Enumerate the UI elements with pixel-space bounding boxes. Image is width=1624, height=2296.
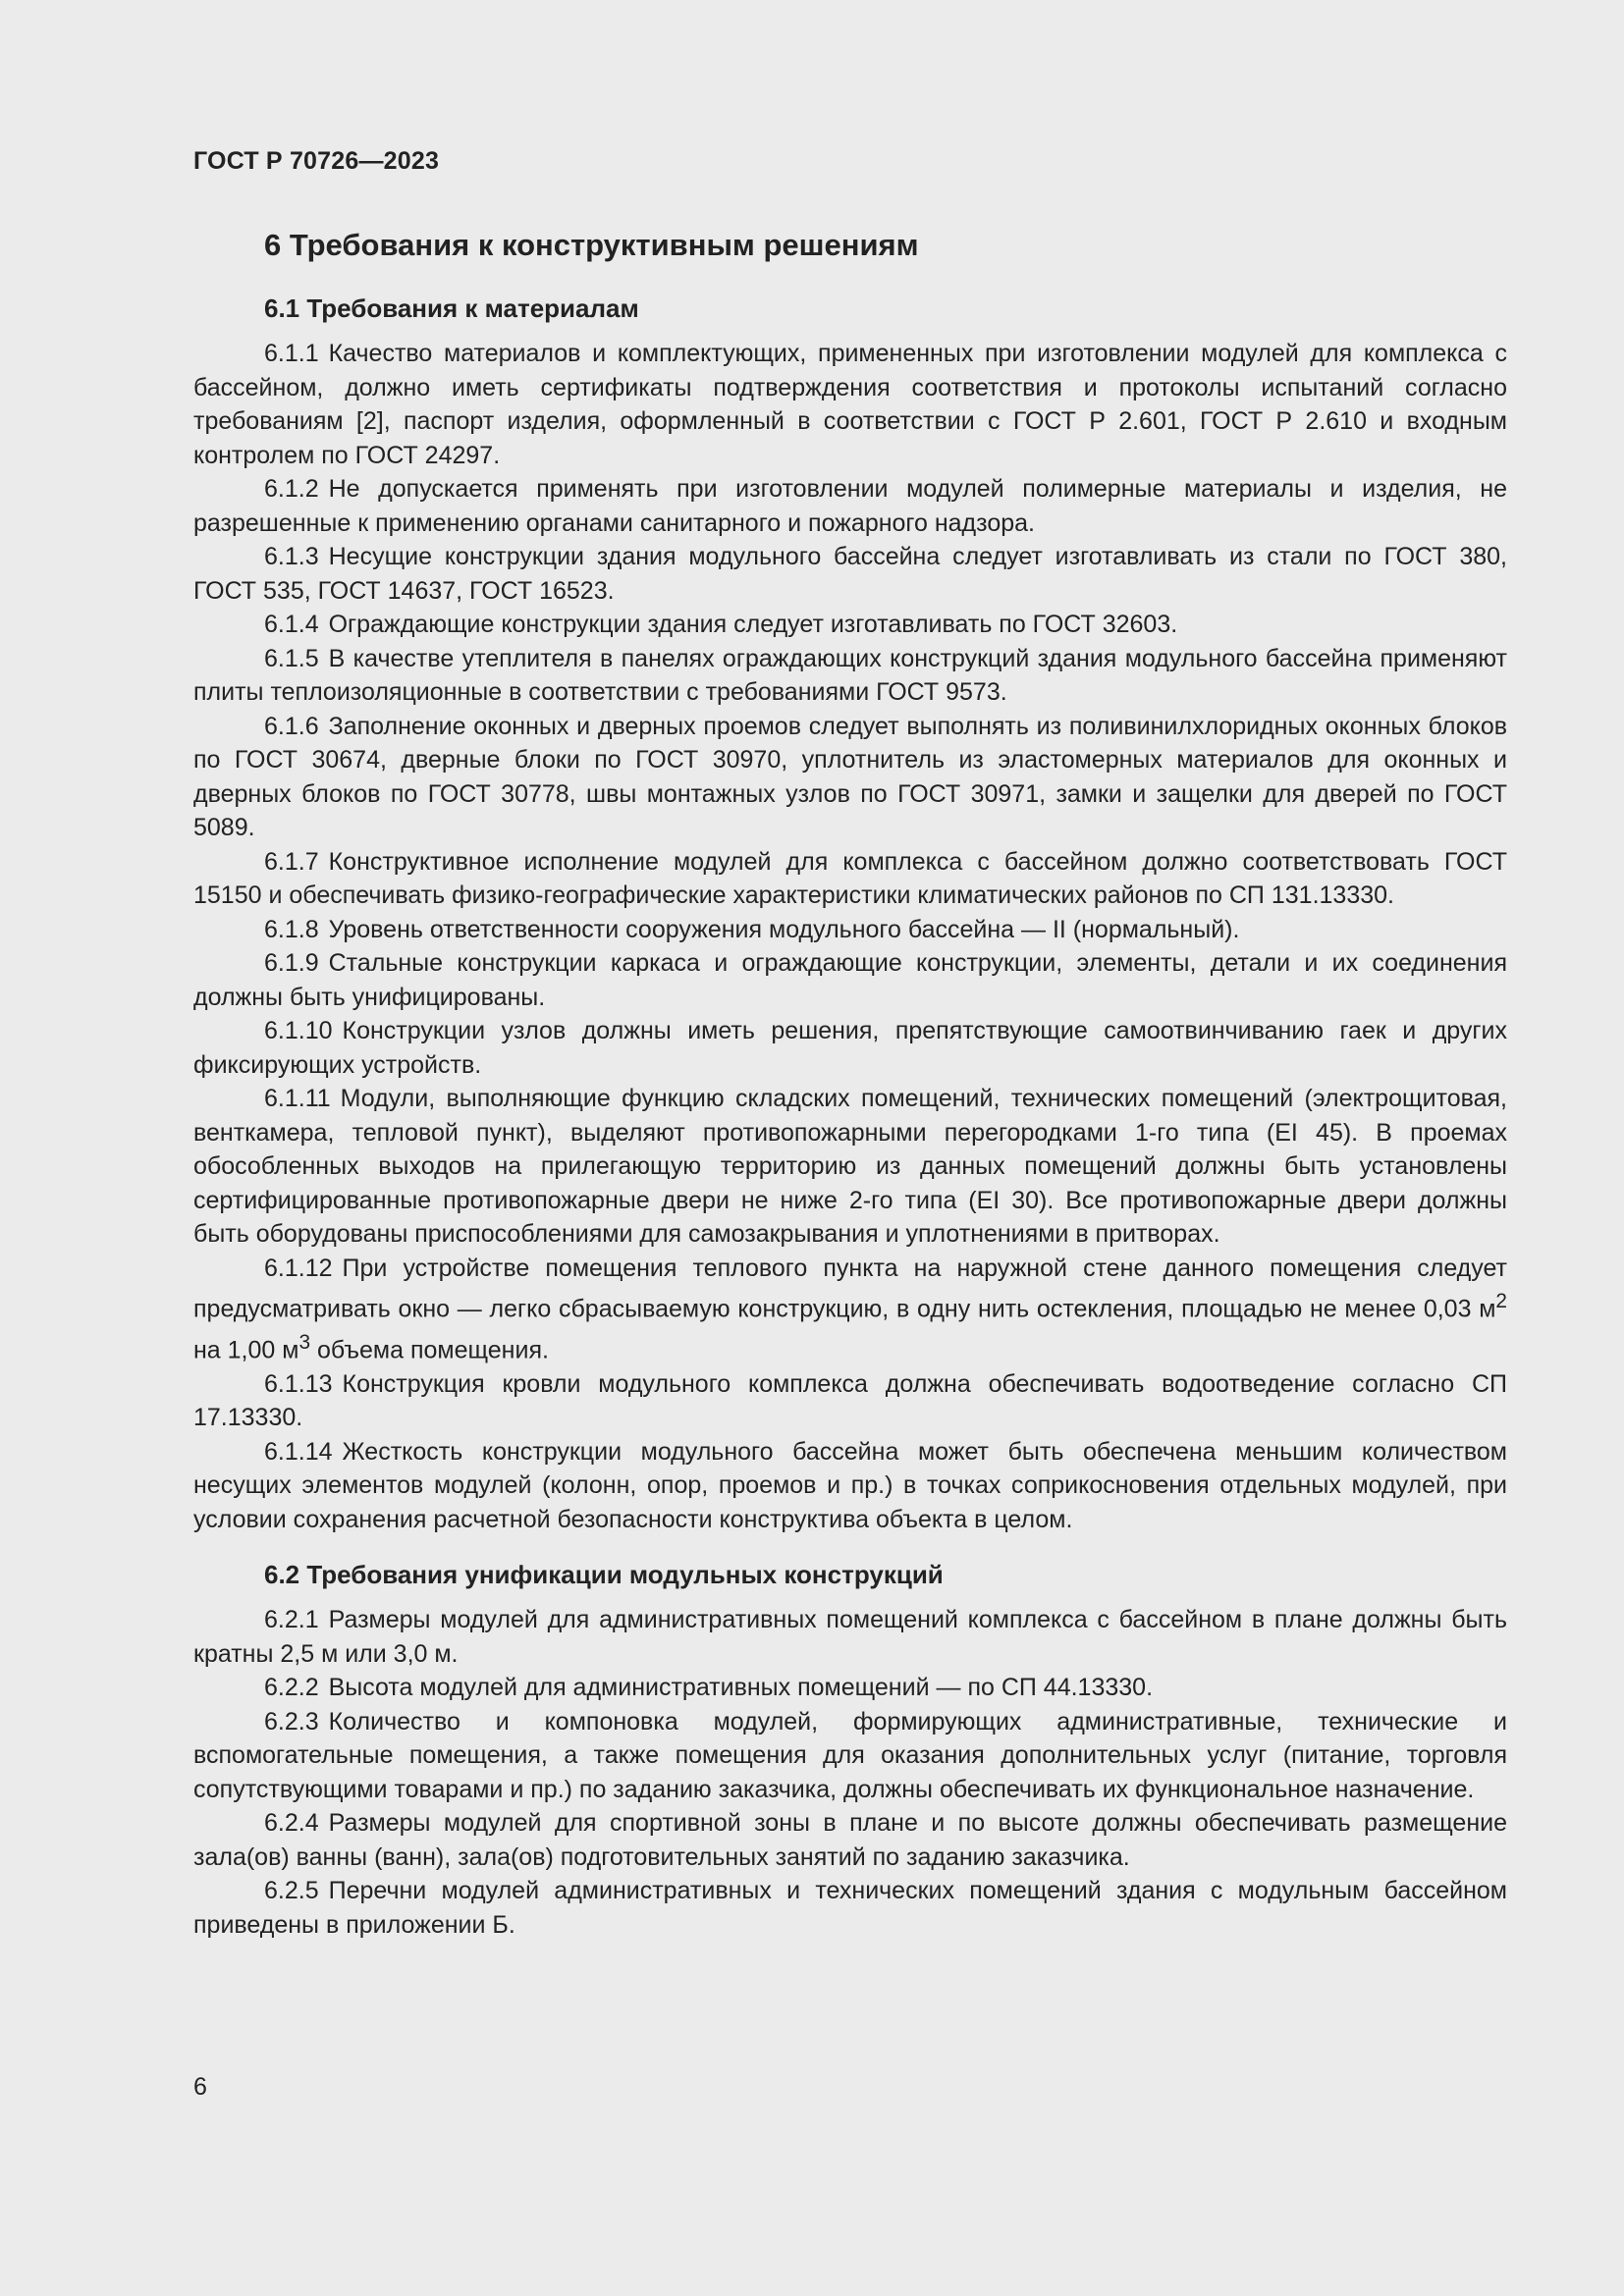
paragraph-6-1-10 bbox=[193, 1014, 1507, 1082]
paragraph-number: 6.1.6 bbox=[264, 712, 319, 740]
subsection-title-6-1: 6.1 Требования к материалам bbox=[264, 294, 639, 323]
paragraph-6-1-9 bbox=[193, 946, 1507, 1014]
paragraph-number: 6.1.7 bbox=[264, 847, 319, 876]
superscript: 3 bbox=[298, 1330, 311, 1354]
paragraph-number: 6.1.4 bbox=[264, 611, 319, 638]
paragraph-6-1-14 bbox=[193, 1435, 1507, 1537]
paragraph-text: В качестве утеплителя в панелях ограждающих конструкций здания модульного бассейна применяют плиты теплоизоляционные в соответствии с требованиями ГОСТ 9573. bbox=[193, 644, 1507, 706]
paragraph-6-2-4 bbox=[193, 1806, 1507, 1874]
paragraph-text: Ограждающие конструкции здания следует изготавливать по ГОСТ 32603. bbox=[328, 611, 1178, 638]
section-title: 6 Требования к конструктивным решениям bbox=[264, 228, 919, 262]
paragraph-text: Не допускается применять при изготовлении модулей полимерные материалы и изделия, не разрешенные к применению органами санитарного и пожарного надзора. bbox=[193, 475, 1507, 537]
paragraph-number: 6.1.14 bbox=[264, 1437, 333, 1466]
paragraph-number: 6.1.10 bbox=[264, 1017, 333, 1044]
paragraph-text: Модули, выполняющие функцию складских помещений, технических помещений (электрощитовая, венткамера, тепловой пункт), выделяют противопожарными перегородками 1-го типа (EI 45). В проемах обособленных выходов на прилегающую территорию из данных помещений должны быть установлены сертифицированные противопожарные двери не ниже 2-го типа (EI 30). Все противопожарные двери должны быть оборудованы приспособлениями для самозакрывания и уплотнениями в притворах. bbox=[193, 1085, 1507, 1248]
paragraph-text: Заполнение оконных и дверных проемов следует выполнять из поливинилхлоридных оконных блоков по ГОСТ 30674, дверные блоки по ГОСТ 30970, уплотнитель из эластомерных материалов для оконных и дверных блоков по ГОСТ 30778, швы монтажных узлов по ГОСТ 30971, замки и защелки для дверей по ГОСТ 5089. bbox=[193, 712, 1507, 841]
paragraph-6-2-5 bbox=[193, 1874, 1507, 1942]
paragraph-number: 6.1.9 bbox=[264, 949, 319, 977]
paragraph-number: 6.1.11 bbox=[264, 1085, 331, 1112]
subsection-title-6-2: 6.2 Требования унификации модульных конструкций bbox=[264, 1560, 944, 1590]
paragraph-text: Высота модулей для административных помещений — по СП 44.13330. bbox=[328, 1674, 1154, 1702]
paragraph-number: 6.2.2 bbox=[264, 1674, 319, 1702]
paragraph-number: 6.2.1 bbox=[264, 1606, 319, 1634]
paragraph-number: 6.2.5 bbox=[264, 1877, 319, 1905]
paragraph-text: Размеры модулей для спортивной зоны в плане и по высоте должны обеспечивать размещение зала(ов) ванны (ванн), зала(ов) подготовительных занятий по заданию заказчика. bbox=[193, 1809, 1507, 1871]
document-body bbox=[193, 221, 1507, 1942]
paragraph-6-2-3 bbox=[193, 1705, 1507, 1807]
paragraph-6-1-7 bbox=[193, 845, 1507, 913]
paragraph-text: Стальные конструкции каркаса и ограждающие конструкции, элементы, детали и их соединения должны быть унифицированы. bbox=[193, 949, 1507, 1011]
paragraph-text: Несущие конструкции здания модульного бассейна следует изготавливать из стали по ГОСТ 380, ГОСТ 535, ГОСТ 14637, ГОСТ 16523. bbox=[193, 543, 1507, 605]
paragraph-number: 6.1.8 bbox=[264, 915, 319, 943]
paragraph-6-1-6 bbox=[193, 710, 1507, 845]
paragraph-number: 6.2.3 bbox=[264, 1707, 319, 1735]
paragraph-text: Конструкция кровли модульного комплекса должна обеспечивать водоотведение согласно СП 17.13330. bbox=[193, 1369, 1507, 1432]
paragraph-6-1-12 bbox=[193, 1252, 1507, 1367]
paragraph-text: Уровень ответственности сооружения модульного бассейна — II (нормальный). bbox=[328, 915, 1240, 943]
paragraph-6-2-1 bbox=[193, 1603, 1507, 1671]
paragraph-number: 6.1.1 bbox=[264, 340, 319, 367]
paragraph-text-part: объема помещения. bbox=[310, 1336, 549, 1364]
superscript: 2 bbox=[1495, 1290, 1507, 1312]
paragraph-text: Конструктивное исполнение модулей для комплекса с бассейном должно соответствовать ГОСТ 15150 и обеспечивать физико-географические характеристики климатических районов по СП 131.13330. bbox=[193, 847, 1507, 909]
page-number: 6 bbox=[193, 2073, 207, 2101]
paragraph-number: 6.1.13 bbox=[264, 1369, 333, 1398]
paragraph-6-1-3 bbox=[193, 540, 1507, 608]
paragraph-text: Конструкции узлов должны иметь решения, препятствующие самоотвинчиванию гаек и других фиксирующих устройств. bbox=[193, 1017, 1507, 1079]
paragraph-text-part: При устройстве помещения теплового пункта на наружной стене данного помещения следует предусматривать окно — легко сбрасываемую конструкцию, в одну нить остекления, площадью не менее 0,03 м bbox=[193, 1254, 1507, 1323]
paragraph-6-1-8 bbox=[193, 913, 1507, 947]
paragraph-6-1-11 bbox=[193, 1082, 1507, 1252]
paragraph-text: Жесткость конструкции модульного бассейна может быть обеспечена меньшим количеством несущих элементов модулей (колонн, опор, проемов и пр.) в точках соприкосновения отдельных модулей, при условии сохранения расчетной безопасности конструктива объекта в целом. bbox=[193, 1437, 1507, 1533]
paragraph-text: Размеры модулей для административных помещений комплекса с бассейном в плане должны быть кратны 2,5 м или 3,0 м. bbox=[193, 1606, 1507, 1668]
paragraph-6-1-5 bbox=[193, 642, 1507, 710]
document-code-header: ГОСТ Р 70726—2023 bbox=[193, 147, 440, 175]
paragraph-number: 6.1.12 bbox=[264, 1254, 333, 1282]
paragraph-number: 6.2.4 bbox=[264, 1809, 319, 1838]
paragraph-number: 6.1.5 bbox=[264, 644, 319, 672]
paragraph-text: Перечни модулей административных и технических помещений здания с модульным бассейном приведены в приложении Б. bbox=[193, 1877, 1507, 1939]
paragraph-6-1-2 bbox=[193, 472, 1507, 540]
paragraph-text: Количество и компоновка модулей, формирующих административные, технические и вспомогательные помещения, а также помещения для оказания дополнительных услуг (питание, торговля сопутствующими товарами и пр.) по заданию заказчика, должны обеспечивать их функциональное назначение. bbox=[193, 1707, 1507, 1803]
paragraph-6-1-13 bbox=[193, 1367, 1507, 1435]
paragraph-number: 6.1.2 bbox=[264, 475, 319, 503]
paragraph-6-1-1 bbox=[193, 337, 1507, 472]
paragraph-text: Качество материалов и комплектующих, примененных при изготовлении модулей для комплекса с бассейном, должно иметь сертификаты подтверждения соответствия и протоколы испытаний согласно требованиям [2], паспорт изделия, оформленный в соответствии с ГОСТ Р 2.601, ГОСТ Р 2.610 и входным контролем по ГОСТ 24297. bbox=[193, 340, 1507, 469]
paragraph-number: 6.1.3 bbox=[264, 543, 319, 570]
paragraph-6-2-2 bbox=[193, 1671, 1507, 1705]
paragraph-text-part: на 1,00 м bbox=[193, 1336, 299, 1364]
paragraph-6-1-4 bbox=[193, 608, 1507, 642]
